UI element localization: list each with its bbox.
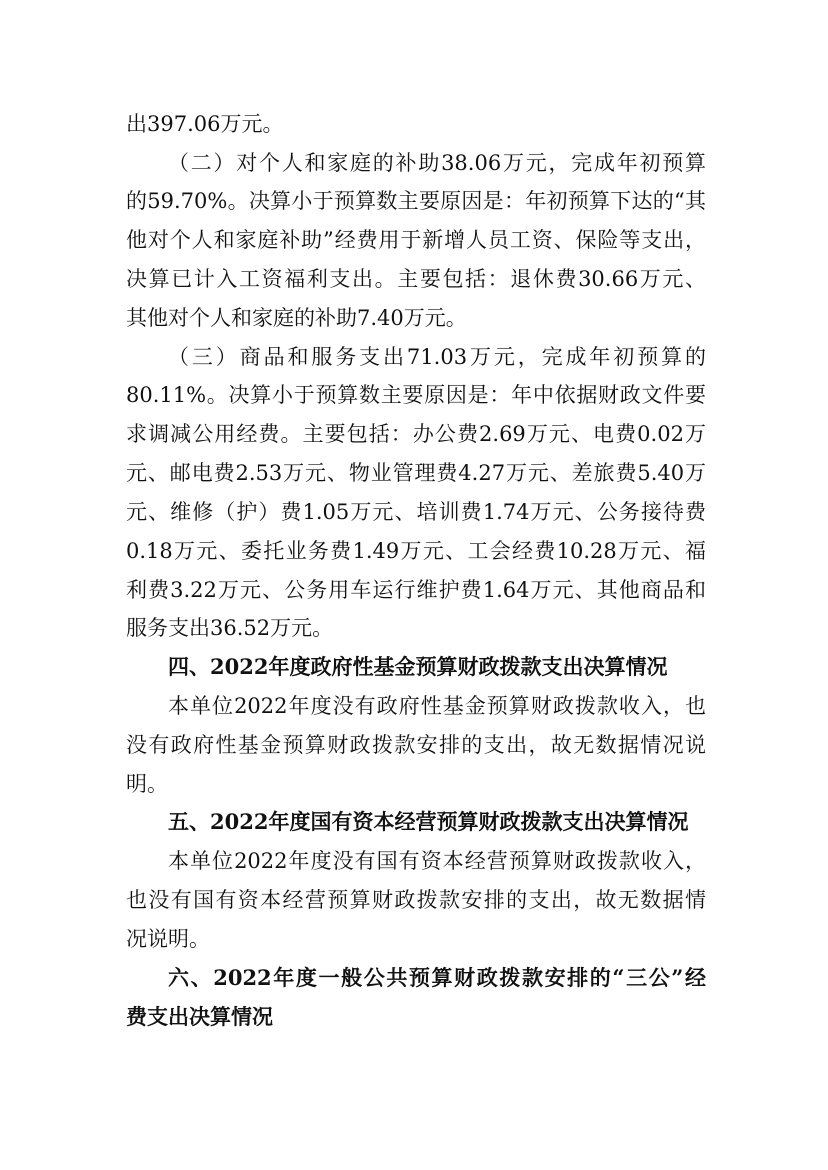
body-text-line: 利费3.22万元、公务用车运行维护费1.64万元、其他商品和 [126, 578, 706, 602]
section-heading: 四、2022年度政府性基金预算财政拨款支出决算情况 [168, 654, 668, 679]
body-text-line: 服务支出36.52万元。 [126, 616, 334, 640]
body-text-line: 没有政府性基金预算财政拨款安排的支出，故无数据情况说 [126, 733, 706, 757]
body-text-line: 本单位2022年度没有国有资本经营预算财政拨款收入， [168, 849, 706, 873]
body-text-line: （二）对个人和家庭的补助38.06万元，完成年初预算 [168, 151, 706, 175]
body-text-line: 0.18万元、委托业务费1.49万元、工会经费10.28万元、福 [126, 539, 706, 563]
body-text-line: 的59.70%。决算小于预算数主要原因是：年初预算下达的“其 [126, 189, 706, 213]
body-text-line: 明。 [126, 772, 168, 796]
body-text-line: 也没有国有资本经营预算财政拨款安排的支出，故无数据情 [126, 888, 706, 912]
body-text-line: 况说明。 [126, 927, 210, 951]
body-text-line: 元、邮电费2.53万元、物业管理费4.27万元、差旅费5.40万 [126, 461, 706, 485]
body-text-line: 他对个人和家庭补助”经费用于新增人员工资、保险等支出， [126, 228, 706, 252]
body-text-line: （三）商品和服务支出71.03万元，完成年初预算的 [168, 345, 706, 369]
section-heading: 五、2022年度国有资本经营预算财政拨款支出决算情况 [168, 809, 689, 834]
body-text-line: 决算已计入工资福利支出。主要包括：退休费30.66万元、 [126, 267, 706, 291]
body-text-line: 80.11%。决算小于预算数主要原因是：年中依据财政文件要 [126, 383, 706, 407]
body-text-line: 出397.06万元。 [126, 112, 284, 136]
section-heading: 六、2022年度一般公共预算财政拨款安排的“三公”经 [168, 965, 706, 990]
body-text-line: 元、维修（护）费1.05万元、培训费1.74万元、公务接待费 [126, 500, 706, 524]
body-text-line: 本单位2022年度没有政府性基金预算财政拨款收入，也 [168, 694, 706, 718]
body-text-line: 其他对个人和家庭的补助7.40万元。 [126, 306, 467, 330]
body-text-line: 求调减公用经费。主要包括：办公费2.69万元、电费0.02万 [126, 422, 706, 446]
section-heading: 费支出决算情况 [126, 1004, 273, 1029]
